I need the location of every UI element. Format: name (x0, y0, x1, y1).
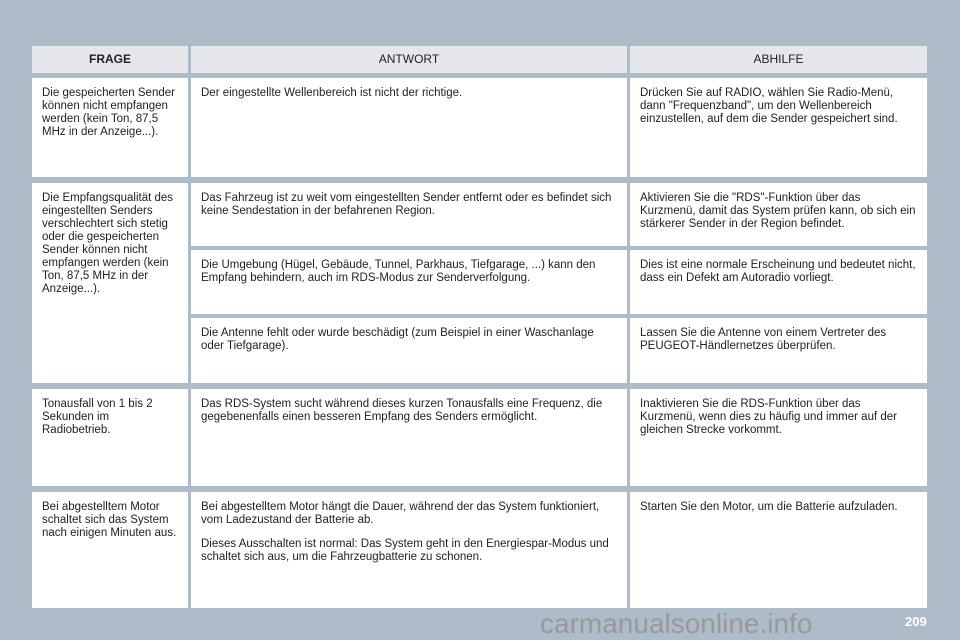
watermark: carmanualsonline.info (540, 608, 813, 639)
antwort-paragraph: Bei abgestelltem Motor hängt die Dauer, während der das System funktioniert, vom Ladezustand der Batterie ab. (201, 501, 600, 526)
frage-cell: Die Empfangsqualität des eingestellten Senders verschlechtert sich stetig oder die gespeicherten Sender können nicht empfangen werden (kein Ton, 87,5 MHz in der Anzeige...). (32, 183, 188, 383)
abhilfe-cell: Drücken Sie auf RADIO, wählen Sie Radio-Menü, dann "Frequenzband", um den Wellenbereich einzustellen, auf dem die Sender gespeichert sind. (630, 78, 927, 177)
abhilfe-cell: Inaktivieren Sie die RDS-Funktion über das Kurzmenü, wenn dies zu häufig und immer auf der gleichen Strecke vorkommt. (630, 389, 927, 486)
antwort-paragraph: Dieses Ausschalten ist normal: Das System geht in den Energiespar-Modus und schaltet sich aus, um die Fahrzeugbatterie zu schonen. (201, 538, 609, 563)
antwort-cell (191, 492, 627, 608)
antwort-cell: Das RDS-System sucht während dieses kurzen Tonausfalls eine Frequenz, die gegebenenfalls einen besseren Empfang des Senders ermöglicht. (191, 389, 627, 486)
antwort-cell: Die Umgebung (Hügel, Gebäude, Tunnel, Parkhaus, Tiefgarage, ...) kann den Empfang behindern, auch im RDS-Modus zur Senderverfolgung. (191, 250, 627, 314)
header-abhilfe: ABHILFE (630, 46, 927, 73)
frage-cell: Bei abgestelltem Motor schaltet sich das System nach einigen Minuten aus. (32, 492, 188, 608)
abhilfe-cell: Dies ist eine normale Erscheinung und bedeutet nicht, dass ein Defekt am Autoradio vorliegt. (630, 250, 927, 314)
antwort-cell: Der eingestellte Wellenbereich ist nicht der richtige. (191, 78, 627, 177)
abhilfe-cell: Starten Sie den Motor, um die Batterie aufzuladen. (630, 492, 927, 608)
page-number: 209 (905, 614, 927, 629)
header-frage: FRAGE (32, 46, 188, 73)
frage-cell: Tonausfall von 1 bis 2 Sekunden im Radiobetrieb. (32, 389, 188, 486)
abhilfe-cell: Aktivieren Sie die "RDS"-Funktion über das Kurzmenü, damit das System prüfen kann, ob sich ein stärkerer Sender in der Region befindet. (630, 183, 927, 246)
frage-cell: Die gespeicherten Sender können nicht empfangen werden (kein Ton, 87,5 MHz in der Anzeige...). (32, 78, 188, 177)
abhilfe-cell: Lassen Sie die Antenne von einem Vertreter des PEUGEOT-Händlernetzes überprüfen. (630, 318, 927, 383)
antwort-cell: Die Antenne fehlt oder wurde beschädigt (zum Beispiel in einer Waschanlage oder Tiefgarage). (191, 318, 627, 383)
antwort-cell: Das Fahrzeug ist zu weit vom eingestellten Sender entfernt oder es befindet sich keine Sendestation in der befahrenen Region. (191, 183, 627, 246)
header-antwort: ANTWORT (191, 46, 627, 73)
